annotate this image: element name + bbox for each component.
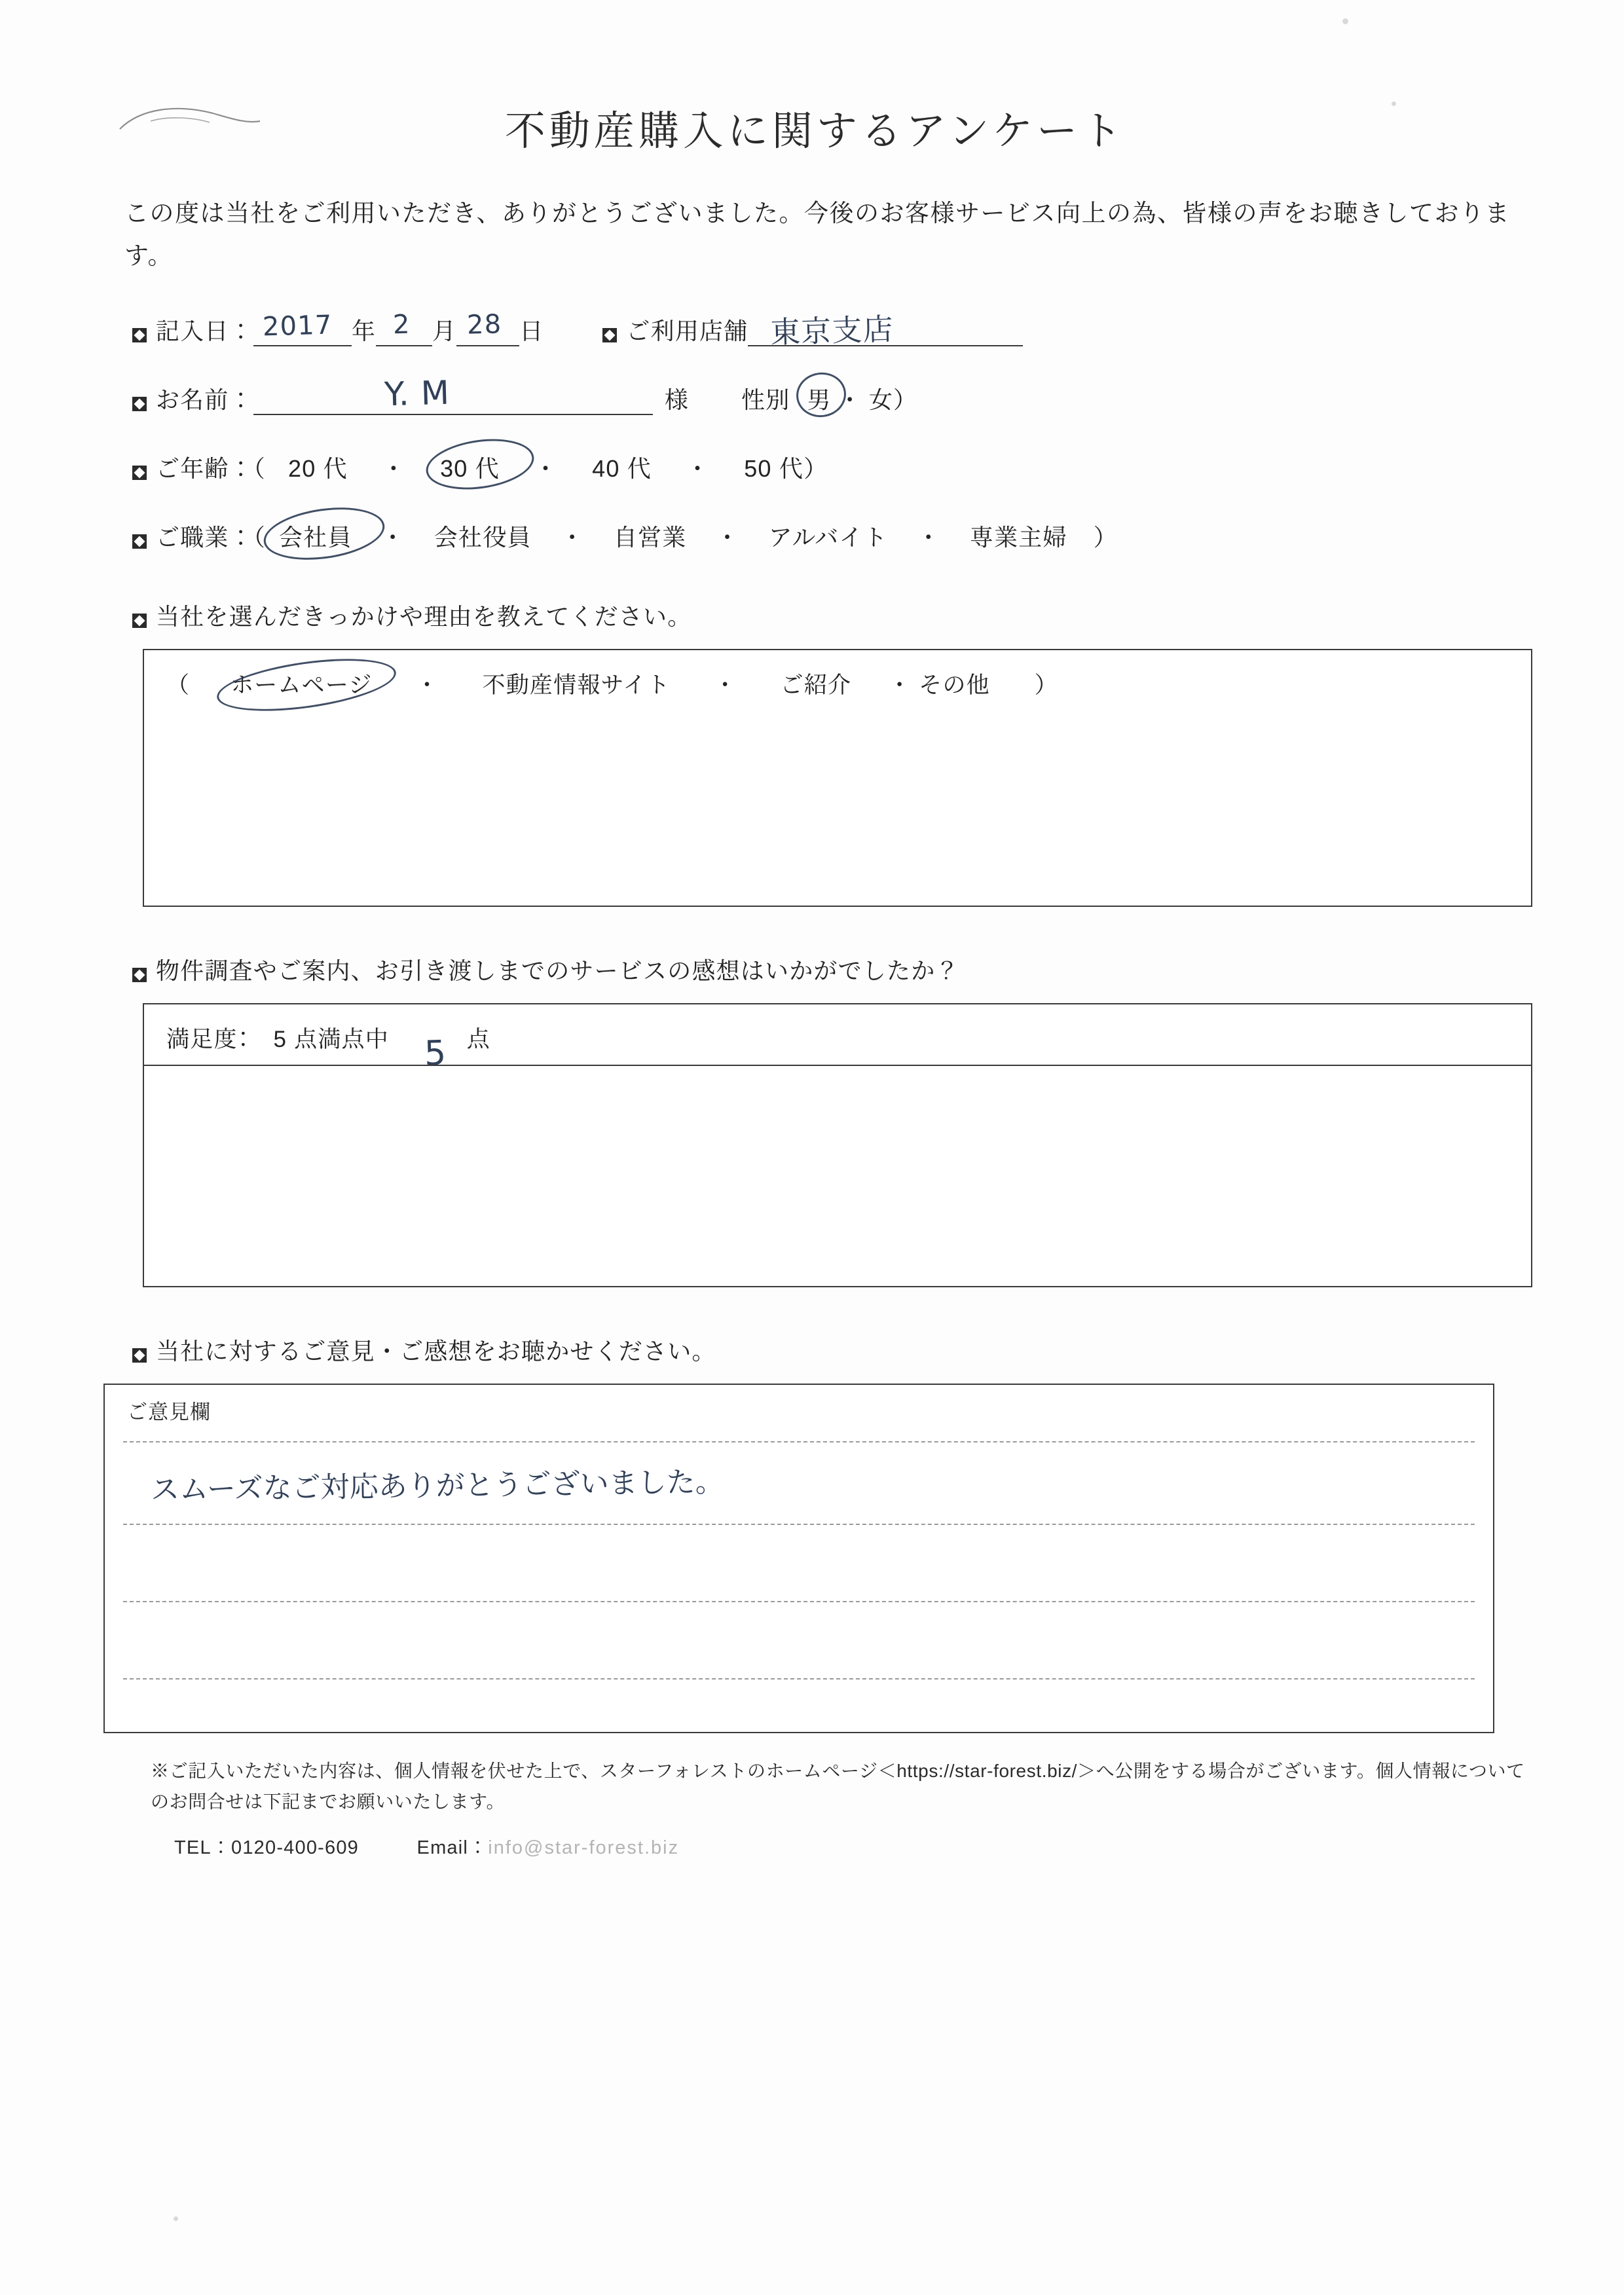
age-option-50[interactable]: 50 代 — [744, 454, 804, 482]
question-1-options-row — [144, 650, 1531, 717]
q1-open-paren: （ — [166, 672, 191, 698]
footer-note: ※ご記入いただいた内容は、個人情報を伏せた上で、スターフォレストのホームページ＜https://star-forest.biz/＞へ公開をする場合がございます。個人情報についてのお問合せは下記までお願いいたします。 — [151, 1760, 1525, 1812]
score-label: 満足度： 5 点満点中 — [166, 1026, 389, 1052]
question-2-answer-box[interactable] — [143, 1003, 1532, 1287]
gender-label: 性別 — [741, 386, 790, 413]
name-label: お名前： — [156, 386, 253, 413]
date-day-input[interactable] — [456, 308, 519, 346]
date-day-value: 28 — [466, 308, 503, 340]
date-month-input[interactable] — [376, 309, 432, 346]
question-2-heading — [98, 953, 1532, 986]
question-1-text: 当社を選んだきっかけや理由を教えてください。 — [156, 602, 692, 630]
page-title: 不動産購入に関するアンケート — [504, 109, 1126, 154]
job-option-employee[interactable] — [279, 519, 352, 553]
age-sep-2: ・ — [533, 454, 559, 482]
job-sep-1: ・ — [380, 523, 405, 551]
date-year-value: 2017 — [262, 310, 333, 342]
date-month-unit: 月 — [432, 317, 457, 344]
age-close-paren: ） — [803, 454, 828, 482]
store-value: 東京支店 — [769, 310, 895, 350]
score-unit: 点 — [466, 1026, 490, 1052]
job-close-paren: ） — [1093, 523, 1118, 551]
job-sep-2: ・ — [560, 523, 585, 551]
age-label: ご年齢：（ — [156, 454, 267, 482]
survey-content — [98, 79, 1532, 1864]
question-2-divider — [144, 1065, 1531, 1066]
ruled-line — [123, 1678, 1475, 1680]
footer-note-block — [151, 1755, 1532, 1864]
q1-option-portal[interactable]: 不動産情報サイト — [482, 672, 671, 698]
question-2-text: 物件調査やご案内、お引き渡しまでのサービスの感想はいかがでしたか？ — [156, 957, 960, 984]
row-age — [98, 450, 1532, 484]
date-year-unit: 年 — [351, 317, 377, 344]
gender-male-text: 男 — [807, 386, 832, 413]
email-label: Email： — [416, 1837, 489, 1858]
row-job — [98, 519, 1532, 553]
scan-speck — [174, 2216, 178, 2221]
square-bullet-icon — [132, 328, 147, 342]
question-1-heading — [98, 598, 1532, 632]
job-sep-3: ・ — [715, 523, 740, 551]
date-day-unit: 日 — [519, 317, 544, 344]
square-bullet-icon — [132, 614, 147, 628]
age-sep-3: ・ — [686, 454, 710, 482]
date-label: 記入日： — [156, 317, 253, 344]
date-month-value: 2 — [392, 309, 411, 340]
job-option-employee-text: 会社員 — [279, 523, 352, 551]
gender-option-male[interactable] — [807, 382, 831, 415]
store-label: ご利用店舗 — [626, 317, 748, 344]
q1-sep-1: ・ — [415, 672, 439, 698]
footer-contact — [151, 1832, 1532, 1864]
square-bullet-icon — [602, 328, 617, 342]
q1-option-referral[interactable]: ご紹介 — [780, 672, 852, 698]
question-2-score-row — [144, 1004, 1531, 1073]
job-option-executive[interactable]: 会社役員 — [434, 523, 532, 551]
question-3-answer-box[interactable] — [103, 1384, 1494, 1733]
name-value: Y. M — [384, 373, 451, 413]
q1-option-homepage[interactable] — [231, 672, 379, 698]
name-honorific: 様 — [664, 386, 690, 413]
gender-option-female[interactable]: 女 — [868, 386, 894, 413]
age-option-40[interactable]: 40 代 — [592, 454, 652, 482]
job-option-selfemployed[interactable]: 自営業 — [613, 523, 687, 551]
square-bullet-icon — [132, 968, 147, 982]
ruled-line — [123, 1524, 1475, 1525]
ruled-line — [123, 1601, 1475, 1602]
q1-close-paren: ） — [1034, 672, 1058, 698]
ruled-line — [123, 1441, 1475, 1442]
gender-close-paren: ） — [893, 386, 918, 413]
age-option-30[interactable] — [440, 450, 500, 484]
square-bullet-icon — [132, 1348, 147, 1363]
score-value: 5 — [423, 1033, 447, 1073]
job-label: ご職業：（ — [156, 523, 267, 551]
gender-separator: ・ — [838, 386, 862, 413]
q1-sep-2: ・ — [713, 672, 737, 698]
tel-value: 0120-400-609 — [231, 1837, 359, 1858]
tel-label: TEL： — [174, 1837, 231, 1858]
name-input[interactable] — [253, 373, 653, 415]
question-3-free-answer[interactable]: スムーズなご対応ありがとうございました。 — [150, 1465, 724, 1507]
question-1-answer-box[interactable] — [143, 649, 1532, 907]
square-bullet-icon — [132, 466, 147, 480]
q1-option-homepage-text: ホームページ — [231, 672, 373, 698]
age-sep-1: ・ — [381, 454, 407, 482]
job-sep-4: ・ — [916, 523, 941, 551]
date-year-input[interactable] — [253, 310, 352, 346]
question-3-heading — [98, 1333, 1532, 1367]
row-date-store — [98, 308, 1532, 350]
age-option-30-text: 30 代 — [440, 454, 500, 482]
question-3-text: 当社に対するご意見・ご感想をお聴かせください。 — [156, 1337, 716, 1365]
intro-paragraph: この度は当社をご利用いただき、ありがとうございました。今後のお客様サービス向上の為、皆様の声をお聴きしております。 — [124, 200, 1511, 269]
q1-sep-3: ・ — [888, 672, 912, 698]
store-input[interactable] — [748, 310, 1023, 350]
email-value: info@star-forest.biz — [488, 1837, 680, 1858]
opinion-box-label: ご意見欄 — [127, 1400, 211, 1423]
q1-option-other[interactable]: その他 — [919, 672, 990, 698]
job-option-housewife[interactable]: 専業主婦 — [969, 523, 1067, 551]
square-bullet-icon — [132, 534, 147, 549]
job-option-parttime[interactable]: アルバイト — [768, 523, 888, 551]
row-name-gender — [98, 373, 1532, 415]
scan-speck — [1342, 18, 1348, 24]
age-option-20[interactable]: 20 代 — [288, 454, 348, 482]
square-bullet-icon — [132, 397, 147, 411]
